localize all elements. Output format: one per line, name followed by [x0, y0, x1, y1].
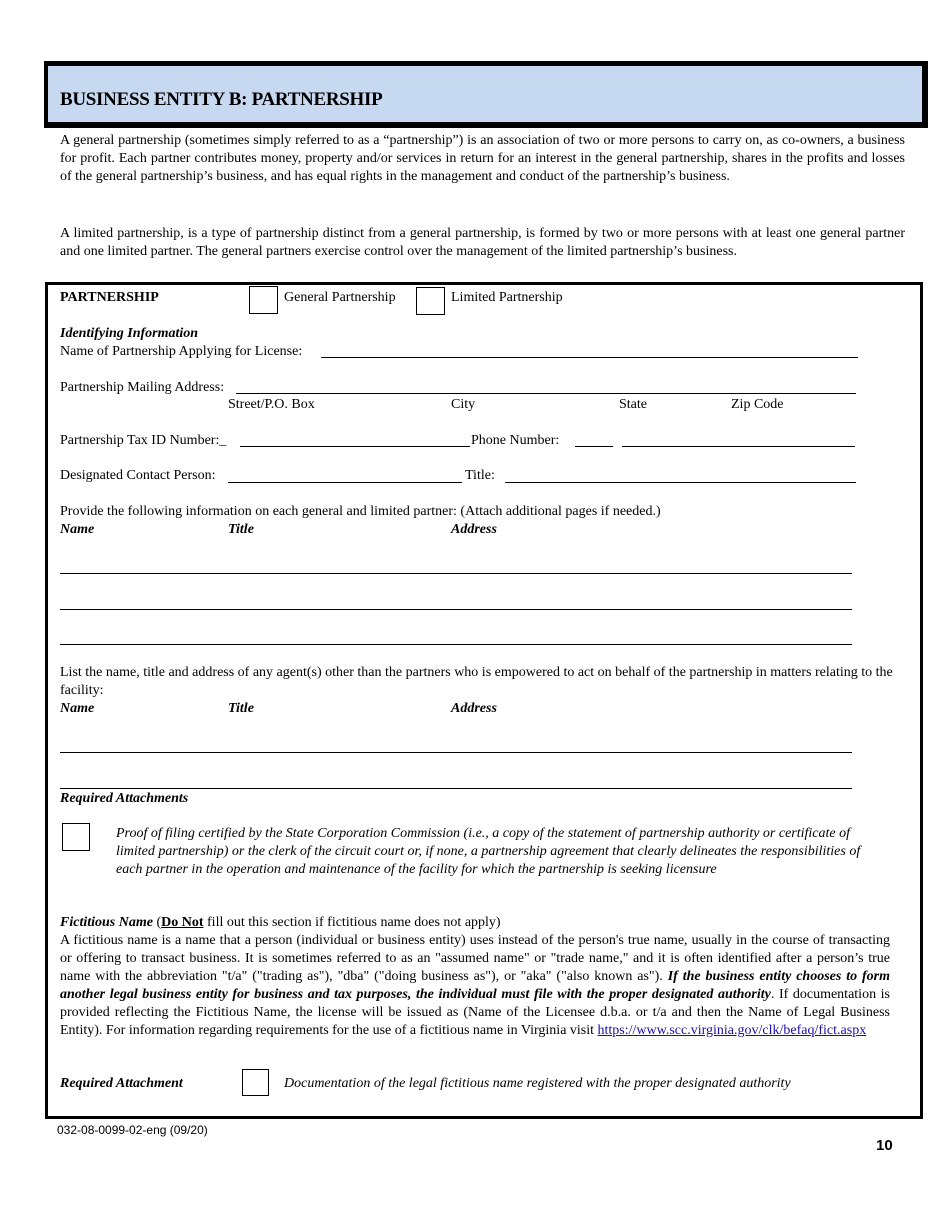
- phone-number-field[interactable]: [622, 446, 855, 447]
- partnership-name-label: Name of Partnership Applying for License:: [60, 344, 303, 359]
- intro-paragraph-general: A general partnership (sometimes simply referred to as a “partnership”) is an association of two or more persons to carry on, as co-owners, a business for profit. Each partner contributes money, property and/or services in return for an interest in the general partnership, shares in the profits and losses of the general partnership’s business, and has equal rights in the management and conduct of the partnership’s business.: [60, 133, 905, 184]
- agents-instruction: List the name, title and address of any agent(s) other than the partners who is empowered to act on behalf of the partnership in matters relating to the facility:: [60, 665, 893, 698]
- intro-paragraph-limited: A limited partnership, is a type of partnership distinct from a general partnership, is formed by two or more persons with at least one general partner and one limited partner. The general partners exercise control over the management of the limited partnership’s business.: [60, 226, 905, 259]
- partner-entry-line[interactable]: [60, 609, 852, 610]
- identifying-info-heading: Identifying Information: [60, 326, 199, 341]
- address-state-caption: State: [619, 397, 647, 412]
- phone-area-code-field[interactable]: [575, 446, 613, 447]
- general-partnership-checkbox[interactable]: [249, 286, 278, 314]
- address-street-caption: Street/P.O. Box: [228, 397, 315, 412]
- fictitious-body: [60, 932, 890, 1040]
- attachment-proof-text: Proof of filing certified by the State Corporation Commission (i.e., a copy of the statement of partnership authority or certificate of limited partnership) or the clerk of the circuit court or, if none, a partnership agreement that clearly delineates the responsibilities of each partner in the operation and maintenance of the facility for which the partnership is seeking licensure: [116, 826, 861, 877]
- partner-entry-line[interactable]: [60, 573, 852, 574]
- page-title: BUSINESS ENTITY B: PARTNERSHIP: [60, 89, 383, 110]
- attachment-proof-checkbox[interactable]: [62, 823, 90, 851]
- contact-person-field[interactable]: [228, 482, 462, 483]
- phone-label: Phone Number:: [471, 433, 560, 448]
- agents-col-title: Title: [228, 701, 254, 716]
- agent-entry-line[interactable]: [60, 788, 852, 789]
- tax-id-label: Partnership Tax ID Number:_: [60, 433, 227, 448]
- fictitious-note: fill out this section if fictitious name does not apply): [203, 915, 501, 930]
- page-number: 10: [876, 1137, 893, 1154]
- partners-instruction: Provide the following information on each general and limited partner: (Attach additional pages if needed.): [60, 504, 661, 519]
- required-attachment-text: Documentation of the legal fictitious name registered with the proper designated authority: [284, 1076, 791, 1091]
- limited-partnership-label: Limited Partnership: [451, 290, 563, 305]
- general-partnership-label: General Partnership: [284, 290, 396, 305]
- agents-col-name: Name: [60, 701, 95, 716]
- contact-title-field[interactable]: [505, 482, 856, 483]
- contact-title-label: Title:: [465, 468, 495, 483]
- partners-col-address: Address: [451, 522, 497, 537]
- fictitious-name-section: [60, 914, 890, 1040]
- address-zip-caption: Zip Code: [731, 397, 784, 412]
- fictitious-name-heading: Fictitious Name: [60, 915, 153, 930]
- partners-col-title: Title: [228, 522, 254, 537]
- fictitious-body-2: . If documentation is provided reflecting the Fictitious Name, the license will be issued as (Name of the Licensee d.b.a. or t/a and then the Name of Legal Business Entity). For information regarding requirements for the use of a fictitious name in Virginia visit: [60, 987, 890, 1038]
- fictitious-name-heading-line: Fictitious Name (Do Not fill out this section if fictitious name does not apply): [60, 915, 501, 930]
- section-label: PARTNERSHIP: [60, 290, 159, 305]
- agents-col-address: Address: [451, 701, 497, 716]
- partners-col-name: Name: [60, 522, 95, 537]
- scc-fictitious-name-link[interactable]: https://www.scc.virginia.gov/clk/befaq/fict.aspx: [597, 1023, 867, 1038]
- fictitious-bold-text: If the business entity chooses to form another legal business entity for business and tax purposes, the individual must file with the proper designated authority: [60, 969, 890, 1002]
- fictitious-documentation-checkbox[interactable]: [242, 1069, 269, 1096]
- form-code: 032-08-0099-02-eng (09/20): [57, 1123, 208, 1137]
- agent-entry-line[interactable]: [60, 752, 852, 753]
- tax-id-field[interactable]: [240, 446, 470, 447]
- limited-partnership-checkbox[interactable]: [416, 287, 445, 315]
- contact-person-label: Designated Contact Person:: [60, 468, 216, 483]
- partnership-name-field[interactable]: [321, 357, 858, 358]
- required-attachment-label: Required Attachment: [60, 1076, 183, 1091]
- fictitious-body-1: A fictitious name is a name that a person (individual or business entity) uses instead of the person's true name, usually in the course of transacting or offering to transact business. It is sometimes referred to as an "assumed name" or "trade name," and it is often identified after a person’s true name with the abbreviation "t/a" ("trading as"), "dba" ("doing business as"), or "aka" ("also known as").: [60, 933, 890, 984]
- required-attachments-heading: Required Attachments: [60, 791, 189, 806]
- mailing-address-label: Partnership Mailing Address:: [60, 380, 225, 395]
- partner-entry-line[interactable]: [60, 644, 852, 645]
- mailing-address-field[interactable]: [236, 393, 856, 394]
- do-not-text: Do Not: [161, 915, 204, 930]
- address-city-caption: City: [451, 397, 476, 412]
